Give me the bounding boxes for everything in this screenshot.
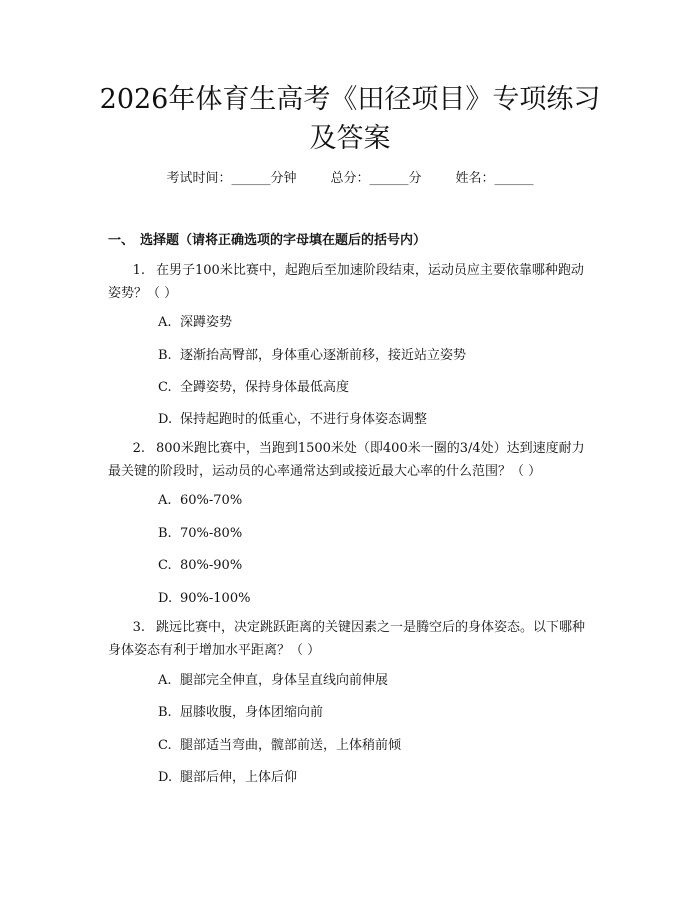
section-heading — [108, 232, 426, 250]
question-number: 1. — [132, 263, 145, 278]
question-2-option-d — [158, 590, 250, 608]
option-text: 腿部完全伸直，身体呈直线向前伸展 — [180, 673, 389, 688]
option-text: 深蹲姿势 — [180, 315, 233, 330]
option-text: 全蹲姿势，保持身体最低高度 — [180, 380, 350, 395]
question-number: 3. — [132, 620, 145, 635]
option-text: 逐渐抬高臀部，身体重心逐渐前移，接近站立姿势 — [180, 348, 467, 363]
option-text: 腿部后伸，上体后仰 — [180, 770, 298, 785]
question-3 — [108, 616, 596, 662]
option-letter: D. — [158, 591, 173, 606]
section-title: 选择题（请将正确选项的字母填在题后的括号内） — [140, 233, 427, 248]
option-text: 90%-100% — [180, 591, 251, 606]
option-text: 腿部适当弯曲，髋部前送，上体稍前倾 — [180, 738, 402, 753]
section-number: 一、 — [108, 233, 135, 248]
document-title: 2026年体育生高考《田径项目》专项练习及答案 — [99, 84, 601, 154]
question-3-option-d — [158, 769, 297, 787]
question-1 — [108, 259, 596, 305]
option-text: 保持起跑时的低重心，不进行身体姿态调整 — [180, 412, 428, 427]
option-letter: A. — [158, 493, 172, 508]
option-letter: B. — [158, 348, 172, 363]
option-letter: C. — [158, 738, 172, 753]
option-letter: A. — [158, 673, 172, 688]
question-text: 在男子100米比赛中，起跑后至加速阶段结束，运动员应主要依靠哪种跑动姿势？（ ） — [108, 263, 584, 301]
option-letter: B. — [158, 705, 172, 720]
question-1-option-b — [158, 347, 466, 365]
option-letter: C. — [158, 558, 172, 573]
name-field: 姓名：______ — [455, 171, 534, 186]
option-letter: D. — [158, 770, 173, 785]
question-2-option-b — [158, 525, 242, 543]
exam-time-field: 考试时间：______分钟 — [166, 171, 297, 186]
option-text: 60%-70% — [180, 493, 243, 508]
question-3-option-b — [158, 704, 323, 722]
question-text: 跳远比赛中，决定跳跃距离的关键因素之一是腾空后的身体姿态。以下哪种身体姿态有利于增加水平距离？（ ） — [108, 620, 586, 658]
option-letter: D. — [158, 412, 173, 427]
question-3-option-c — [158, 737, 401, 755]
option-letter: A. — [158, 315, 172, 330]
question-2-option-c — [158, 557, 242, 575]
option-text: 80%-90% — [180, 558, 243, 573]
question-number: 2. — [132, 441, 145, 456]
option-letter: B. — [158, 526, 172, 541]
option-letter: C. — [158, 380, 172, 395]
question-1-option-a — [158, 314, 232, 332]
option-text: 70%-80% — [180, 526, 243, 541]
question-2 — [108, 437, 596, 483]
question-3-option-a — [158, 672, 388, 690]
question-1-option-c — [158, 379, 349, 397]
question-1-option-d — [158, 411, 427, 429]
question-2-option-a — [158, 492, 242, 510]
total-score-field: 总分：______分 — [330, 171, 422, 186]
question-text: 800米跑比赛中，当跑到1500米处（即400米一圈的3/4处）达到速度耐力最关键的阶段时，运动员的心率通常达到或接近最大心率的什么范围？（ ） — [108, 441, 585, 479]
exam-info — [0, 170, 700, 188]
option-text: 屈膝收腹，身体团缩向前 — [180, 705, 324, 720]
